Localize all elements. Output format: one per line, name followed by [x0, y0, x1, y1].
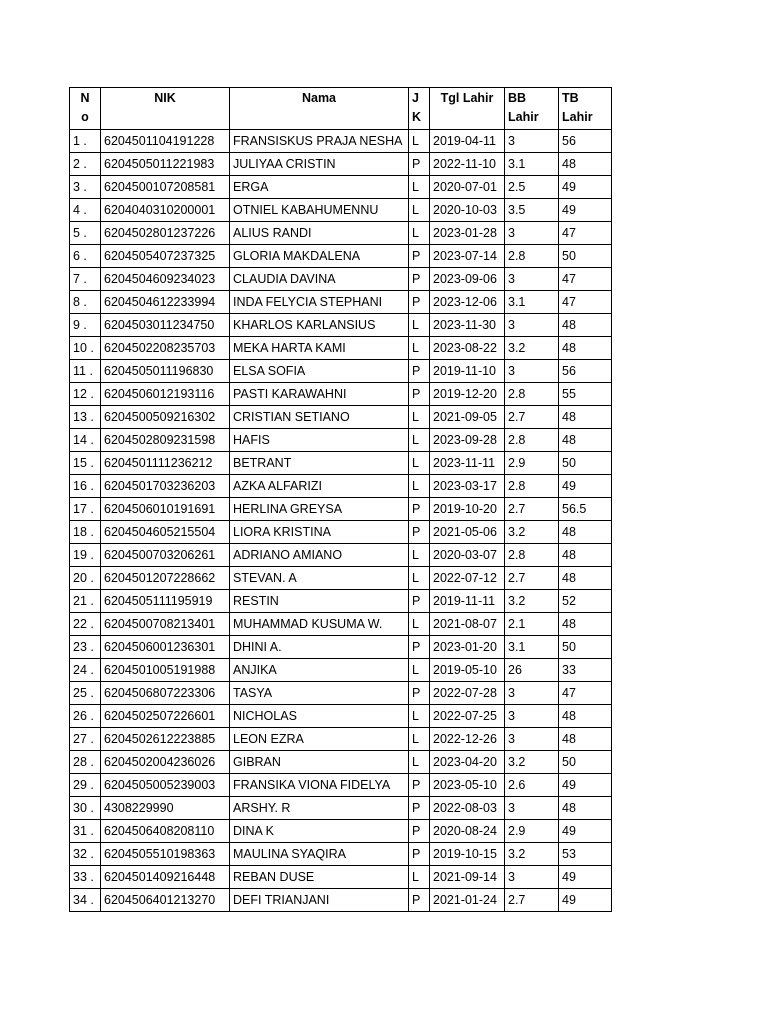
table-row [70, 245, 612, 268]
cell-nik: 6204502208235703 [101, 337, 230, 360]
cell-tgl-lahir: 2020-07-01 [430, 176, 505, 199]
cell-tgl-lahir: 2021-05-06 [430, 521, 505, 544]
cell-nama: KHARLOS KARLANSIUS [230, 314, 409, 337]
cell-no: 21 . [70, 590, 101, 613]
cell-jk: P [409, 245, 430, 268]
header-tb-line1: TB [562, 91, 579, 105]
cell-nik: 6204501409216448 [101, 866, 230, 889]
cell-no: 30 . [70, 797, 101, 820]
cell-tgl-lahir: 2022-08-03 [430, 797, 505, 820]
cell-tgl-lahir: 2022-07-28 [430, 682, 505, 705]
header-bb-line2: Lahir [508, 110, 539, 124]
header-jk-line1: J [412, 91, 419, 105]
cell-tgl-lahir: 2022-11-10 [430, 153, 505, 176]
cell-nik: 6204506012193116 [101, 383, 230, 406]
cell-jk: P [409, 291, 430, 314]
table-row [70, 222, 612, 245]
cell-tb-lahir: 49 [559, 774, 612, 797]
cell-nik: 6204500703206261 [101, 544, 230, 567]
cell-jk: L [409, 222, 430, 245]
cell-bb-lahir: 2.8 [505, 475, 559, 498]
cell-tgl-lahir: 2020-03-07 [430, 544, 505, 567]
cell-nama: FRANSISKUS PRAJA NESHA [230, 130, 409, 153]
cell-jk: P [409, 797, 430, 820]
cell-tb-lahir: 48 [559, 567, 612, 590]
cell-bb-lahir: 3 [505, 705, 559, 728]
cell-jk: P [409, 774, 430, 797]
cell-tb-lahir: 48 [559, 406, 612, 429]
cell-jk: P [409, 820, 430, 843]
cell-tb-lahir: 48 [559, 728, 612, 751]
cell-jk: L [409, 337, 430, 360]
cell-jk: P [409, 682, 430, 705]
cell-no: 28 . [70, 751, 101, 774]
cell-jk: L [409, 728, 430, 751]
cell-nama: MUHAMMAD KUSUMA W. [230, 613, 409, 636]
cell-nik: 6204040310200001 [101, 199, 230, 222]
cell-tb-lahir: 47 [559, 222, 612, 245]
cell-bb-lahir: 2.9 [505, 820, 559, 843]
cell-nama: ADRIANO AMIANO [230, 544, 409, 567]
cell-nama: ALIUS RANDI [230, 222, 409, 245]
cell-jk: P [409, 360, 430, 383]
cell-nik: 6204500107208581 [101, 176, 230, 199]
header-jk-line2: K [412, 110, 422, 124]
cell-no: 34 . [70, 889, 101, 912]
cell-nik: 6204505005239003 [101, 774, 230, 797]
cell-bb-lahir: 2.7 [505, 406, 559, 429]
cell-bb-lahir: 3 [505, 866, 559, 889]
table-row [70, 268, 612, 291]
cell-bb-lahir: 3 [505, 797, 559, 820]
cell-nik: 6204504609234023 [101, 268, 230, 291]
data-sheet [69, 87, 612, 912]
cell-nama: REBAN DUSE [230, 866, 409, 889]
cell-no: 24 . [70, 659, 101, 682]
cell-jk: L [409, 199, 430, 222]
header-tb-line2: Lahir [562, 110, 593, 124]
cell-tgl-lahir: 2023-11-11 [430, 452, 505, 475]
cell-tgl-lahir: 2021-08-07 [430, 613, 505, 636]
cell-no: 12 . [70, 383, 101, 406]
cell-bb-lahir: 2.7 [505, 567, 559, 590]
table-row [70, 820, 612, 843]
header-no-line1: N [80, 91, 90, 105]
cell-nik: 6204505407237325 [101, 245, 230, 268]
table-row [70, 360, 612, 383]
table-row [70, 544, 612, 567]
table-row [70, 475, 612, 498]
cell-bb-lahir: 2.7 [505, 498, 559, 521]
cell-bb-lahir: 3 [505, 314, 559, 337]
cell-nik: 6204506001236301 [101, 636, 230, 659]
cell-no: 29 . [70, 774, 101, 797]
cell-no: 1 . [70, 130, 101, 153]
cell-jk: P [409, 521, 430, 544]
cell-tb-lahir: 49 [559, 176, 612, 199]
table-row [70, 176, 612, 199]
cell-jk: P [409, 889, 430, 912]
table-row [70, 774, 612, 797]
cell-nik: 4308229990 [101, 797, 230, 820]
cell-nama: ARSHY. R [230, 797, 409, 820]
header-nik: NIK [101, 88, 230, 130]
cell-no: 4 . [70, 199, 101, 222]
cell-no: 11 . [70, 360, 101, 383]
cell-nik: 6204502612223885 [101, 728, 230, 751]
cell-no: 27 . [70, 728, 101, 751]
cell-no: 32 . [70, 843, 101, 866]
cell-tb-lahir: 47 [559, 291, 612, 314]
table-row [70, 291, 612, 314]
cell-nama: MAULINA SYAQIRA [230, 843, 409, 866]
cell-no: 18 . [70, 521, 101, 544]
table-row [70, 613, 612, 636]
table-body [70, 130, 612, 912]
cell-tb-lahir: 53 [559, 843, 612, 866]
cell-nama: BETRANT [230, 452, 409, 475]
cell-no: 6 . [70, 245, 101, 268]
table-row [70, 153, 612, 176]
cell-bb-lahir: 2.8 [505, 429, 559, 452]
cell-bb-lahir: 2.8 [505, 544, 559, 567]
cell-nik: 6204505510198363 [101, 843, 230, 866]
cell-bb-lahir: 3 [505, 222, 559, 245]
table-row [70, 130, 612, 153]
cell-bb-lahir: 2.1 [505, 613, 559, 636]
cell-jk: P [409, 153, 430, 176]
header-no-line2: o [81, 110, 89, 124]
table-row [70, 199, 612, 222]
cell-no: 5 . [70, 222, 101, 245]
cell-tgl-lahir: 2021-09-05 [430, 406, 505, 429]
cell-nama: JULIYAA CRISTIN [230, 153, 409, 176]
cell-tb-lahir: 48 [559, 429, 612, 452]
cell-tgl-lahir: 2023-04-20 [430, 751, 505, 774]
table-row [70, 521, 612, 544]
table-row [70, 314, 612, 337]
cell-nama: MEKA HARTA KAMI [230, 337, 409, 360]
cell-tb-lahir: 56 [559, 130, 612, 153]
cell-bb-lahir: 3 [505, 682, 559, 705]
cell-jk: L [409, 544, 430, 567]
header-row [70, 88, 612, 130]
cell-no: 8 . [70, 291, 101, 314]
cell-tb-lahir: 48 [559, 153, 612, 176]
cell-nama: CRISTIAN SETIANO [230, 406, 409, 429]
cell-tgl-lahir: 2022-07-25 [430, 705, 505, 728]
cell-tgl-lahir: 2023-01-28 [430, 222, 505, 245]
cell-nama: ANJIKA [230, 659, 409, 682]
cell-no: 14 . [70, 429, 101, 452]
cell-tgl-lahir: 2019-10-15 [430, 843, 505, 866]
cell-no: 19 . [70, 544, 101, 567]
cell-bb-lahir: 3.1 [505, 636, 559, 659]
cell-tb-lahir: 48 [559, 797, 612, 820]
cell-jk: L [409, 406, 430, 429]
cell-bb-lahir: 3.2 [505, 590, 559, 613]
cell-nik: 6204505111195919 [101, 590, 230, 613]
cell-jk: L [409, 567, 430, 590]
cell-jk: L [409, 314, 430, 337]
cell-nik: 6204505011221983 [101, 153, 230, 176]
cell-no: 15 . [70, 452, 101, 475]
cell-nik: 6204506401213270 [101, 889, 230, 912]
cell-nama: TASYA [230, 682, 409, 705]
cell-bb-lahir: 3.2 [505, 521, 559, 544]
cell-tb-lahir: 49 [559, 866, 612, 889]
cell-jk: P [409, 268, 430, 291]
cell-nik: 6204504612233994 [101, 291, 230, 314]
table-row [70, 429, 612, 452]
cell-tb-lahir: 56.5 [559, 498, 612, 521]
table-row [70, 337, 612, 360]
table-row [70, 705, 612, 728]
cell-nama: FRANSIKA VIONA FIDELYA [230, 774, 409, 797]
cell-nama: LIORA KRISTINA [230, 521, 409, 544]
cell-tgl-lahir: 2021-09-14 [430, 866, 505, 889]
cell-nama: AZKA ALFARIZI [230, 475, 409, 498]
cell-tb-lahir: 49 [559, 475, 612, 498]
cell-nama: DHINI A. [230, 636, 409, 659]
table-row [70, 682, 612, 705]
cell-tgl-lahir: 2019-05-10 [430, 659, 505, 682]
cell-bb-lahir: 2.7 [505, 889, 559, 912]
header-bb-lahir [505, 88, 559, 130]
cell-no: 7 . [70, 268, 101, 291]
cell-jk: L [409, 751, 430, 774]
header-tgl-lahir: Tgl Lahir [430, 88, 505, 130]
cell-bb-lahir: 26 [505, 659, 559, 682]
cell-nik: 6204502809231598 [101, 429, 230, 452]
cell-tb-lahir: 48 [559, 521, 612, 544]
cell-no: 22 . [70, 613, 101, 636]
cell-no: 23 . [70, 636, 101, 659]
cell-bb-lahir: 3.1 [505, 153, 559, 176]
cell-tgl-lahir: 2019-12-20 [430, 383, 505, 406]
cell-nama: GLORIA MAKDALENA [230, 245, 409, 268]
cell-nik: 6204504605215504 [101, 521, 230, 544]
cell-tgl-lahir: 2023-11-30 [430, 314, 505, 337]
cell-jk: L [409, 866, 430, 889]
cell-no: 25 . [70, 682, 101, 705]
table-row [70, 567, 612, 590]
table-row [70, 843, 612, 866]
table-row [70, 797, 612, 820]
table-row [70, 452, 612, 475]
cell-tgl-lahir: 2020-10-03 [430, 199, 505, 222]
header-nama: Nama [230, 88, 409, 130]
cell-tb-lahir: 48 [559, 337, 612, 360]
cell-nik: 6204502004236026 [101, 751, 230, 774]
cell-nama: PASTI KARAWAHNI [230, 383, 409, 406]
cell-tb-lahir: 49 [559, 889, 612, 912]
cell-nama: ELSA SOFIA [230, 360, 409, 383]
cell-tgl-lahir: 2022-12-26 [430, 728, 505, 751]
cell-no: 2 . [70, 153, 101, 176]
cell-nik: 6204505011196830 [101, 360, 230, 383]
cell-bb-lahir: 3 [505, 728, 559, 751]
table-row [70, 383, 612, 406]
cell-nik: 6204502507226601 [101, 705, 230, 728]
cell-nik: 6204500708213401 [101, 613, 230, 636]
cell-nik: 6204506010191691 [101, 498, 230, 521]
table-row [70, 590, 612, 613]
cell-jk: L [409, 659, 430, 682]
cell-nik: 6204506408208110 [101, 820, 230, 843]
cell-nama: CLAUDIA DAVINA [230, 268, 409, 291]
table-row [70, 751, 612, 774]
cell-nama: GIBRAN [230, 751, 409, 774]
cell-jk: L [409, 705, 430, 728]
cell-tgl-lahir: 2019-10-20 [430, 498, 505, 521]
cell-tgl-lahir: 2019-11-11 [430, 590, 505, 613]
cell-tb-lahir: 56 [559, 360, 612, 383]
cell-bb-lahir: 2.8 [505, 245, 559, 268]
cell-nama: LEON EZRA [230, 728, 409, 751]
header-no [70, 88, 101, 130]
cell-nama: RESTIN [230, 590, 409, 613]
cell-no: 31 . [70, 820, 101, 843]
cell-nama: DINA K [230, 820, 409, 843]
cell-nik: 6204502801237226 [101, 222, 230, 245]
table-row [70, 498, 612, 521]
cell-tgl-lahir: 2023-05-10 [430, 774, 505, 797]
cell-no: 9 . [70, 314, 101, 337]
cell-nik: 6204500509216302 [101, 406, 230, 429]
cell-tb-lahir: 49 [559, 820, 612, 843]
cell-tb-lahir: 50 [559, 452, 612, 475]
cell-jk: P [409, 498, 430, 521]
cell-nik: 6204506807223306 [101, 682, 230, 705]
cell-nama: INDA FELYCIA STEPHANI [230, 291, 409, 314]
cell-jk: L [409, 429, 430, 452]
header-bb-line1: BB [508, 91, 527, 105]
table-row [70, 728, 612, 751]
cell-jk: P [409, 636, 430, 659]
cell-jk: P [409, 590, 430, 613]
cell-nama: ERGA [230, 176, 409, 199]
cell-tgl-lahir: 2022-07-12 [430, 567, 505, 590]
cell-tb-lahir: 48 [559, 314, 612, 337]
birth-data-table [69, 87, 612, 912]
cell-no: 16 . [70, 475, 101, 498]
cell-jk: L [409, 130, 430, 153]
cell-bb-lahir: 3 [505, 130, 559, 153]
table-row [70, 636, 612, 659]
cell-nama: OTNIEL KABAHUMENNU [230, 199, 409, 222]
cell-bb-lahir: 3.5 [505, 199, 559, 222]
cell-tb-lahir: 50 [559, 636, 612, 659]
cell-bb-lahir: 3.2 [505, 337, 559, 360]
cell-nama: STEVAN. A [230, 567, 409, 590]
cell-no: 20 . [70, 567, 101, 590]
table-row [70, 659, 612, 682]
cell-tb-lahir: 50 [559, 751, 612, 774]
cell-nik: 6204501104191228 [101, 130, 230, 153]
cell-tgl-lahir: 2023-07-14 [430, 245, 505, 268]
cell-nik: 6204501005191988 [101, 659, 230, 682]
cell-bb-lahir: 3 [505, 268, 559, 291]
cell-tb-lahir: 48 [559, 705, 612, 728]
cell-tb-lahir: 49 [559, 199, 612, 222]
cell-nik: 6204501111236212 [101, 452, 230, 475]
cell-tb-lahir: 50 [559, 245, 612, 268]
cell-bb-lahir: 3.2 [505, 751, 559, 774]
cell-nama: HERLINA GREYSA [230, 498, 409, 521]
cell-jk: L [409, 452, 430, 475]
cell-no: 10 . [70, 337, 101, 360]
table-row [70, 889, 612, 912]
cell-nik: 6204501207228662 [101, 567, 230, 590]
cell-no: 33 . [70, 866, 101, 889]
cell-tb-lahir: 48 [559, 613, 612, 636]
cell-no: 17 . [70, 498, 101, 521]
cell-nama: NICHOLAS [230, 705, 409, 728]
cell-bb-lahir: 2.6 [505, 774, 559, 797]
cell-tgl-lahir: 2023-09-28 [430, 429, 505, 452]
cell-tgl-lahir: 2019-11-10 [430, 360, 505, 383]
header-tb-lahir [559, 88, 612, 130]
cell-tb-lahir: 47 [559, 682, 612, 705]
cell-tb-lahir: 48 [559, 544, 612, 567]
cell-jk: L [409, 176, 430, 199]
cell-nik: 6204501703236203 [101, 475, 230, 498]
cell-tgl-lahir: 2021-01-24 [430, 889, 505, 912]
cell-bb-lahir: 2.8 [505, 383, 559, 406]
cell-tgl-lahir: 2023-01-20 [430, 636, 505, 659]
cell-tgl-lahir: 2023-09-06 [430, 268, 505, 291]
cell-nik: 6204503011234750 [101, 314, 230, 337]
table-row [70, 406, 612, 429]
cell-no: 3 . [70, 176, 101, 199]
cell-tgl-lahir: 2023-03-17 [430, 475, 505, 498]
cell-bb-lahir: 3.2 [505, 843, 559, 866]
header-jk [409, 88, 430, 130]
cell-jk: L [409, 475, 430, 498]
cell-nama: HAFIS [230, 429, 409, 452]
cell-bb-lahir: 2.9 [505, 452, 559, 475]
cell-tgl-lahir: 2020-08-24 [430, 820, 505, 843]
cell-bb-lahir: 2.5 [505, 176, 559, 199]
cell-nama: DEFI TRIANJANI [230, 889, 409, 912]
cell-jk: P [409, 843, 430, 866]
cell-tb-lahir: 55 [559, 383, 612, 406]
cell-no: 26 . [70, 705, 101, 728]
cell-jk: P [409, 383, 430, 406]
cell-tb-lahir: 52 [559, 590, 612, 613]
cell-tgl-lahir: 2023-08-22 [430, 337, 505, 360]
cell-tb-lahir: 33 [559, 659, 612, 682]
cell-bb-lahir: 3.1 [505, 291, 559, 314]
cell-jk: L [409, 613, 430, 636]
cell-no: 13 . [70, 406, 101, 429]
cell-bb-lahir: 3 [505, 360, 559, 383]
cell-tb-lahir: 47 [559, 268, 612, 291]
table-row [70, 866, 612, 889]
cell-tgl-lahir: 2019-04-11 [430, 130, 505, 153]
cell-tgl-lahir: 2023-12-06 [430, 291, 505, 314]
